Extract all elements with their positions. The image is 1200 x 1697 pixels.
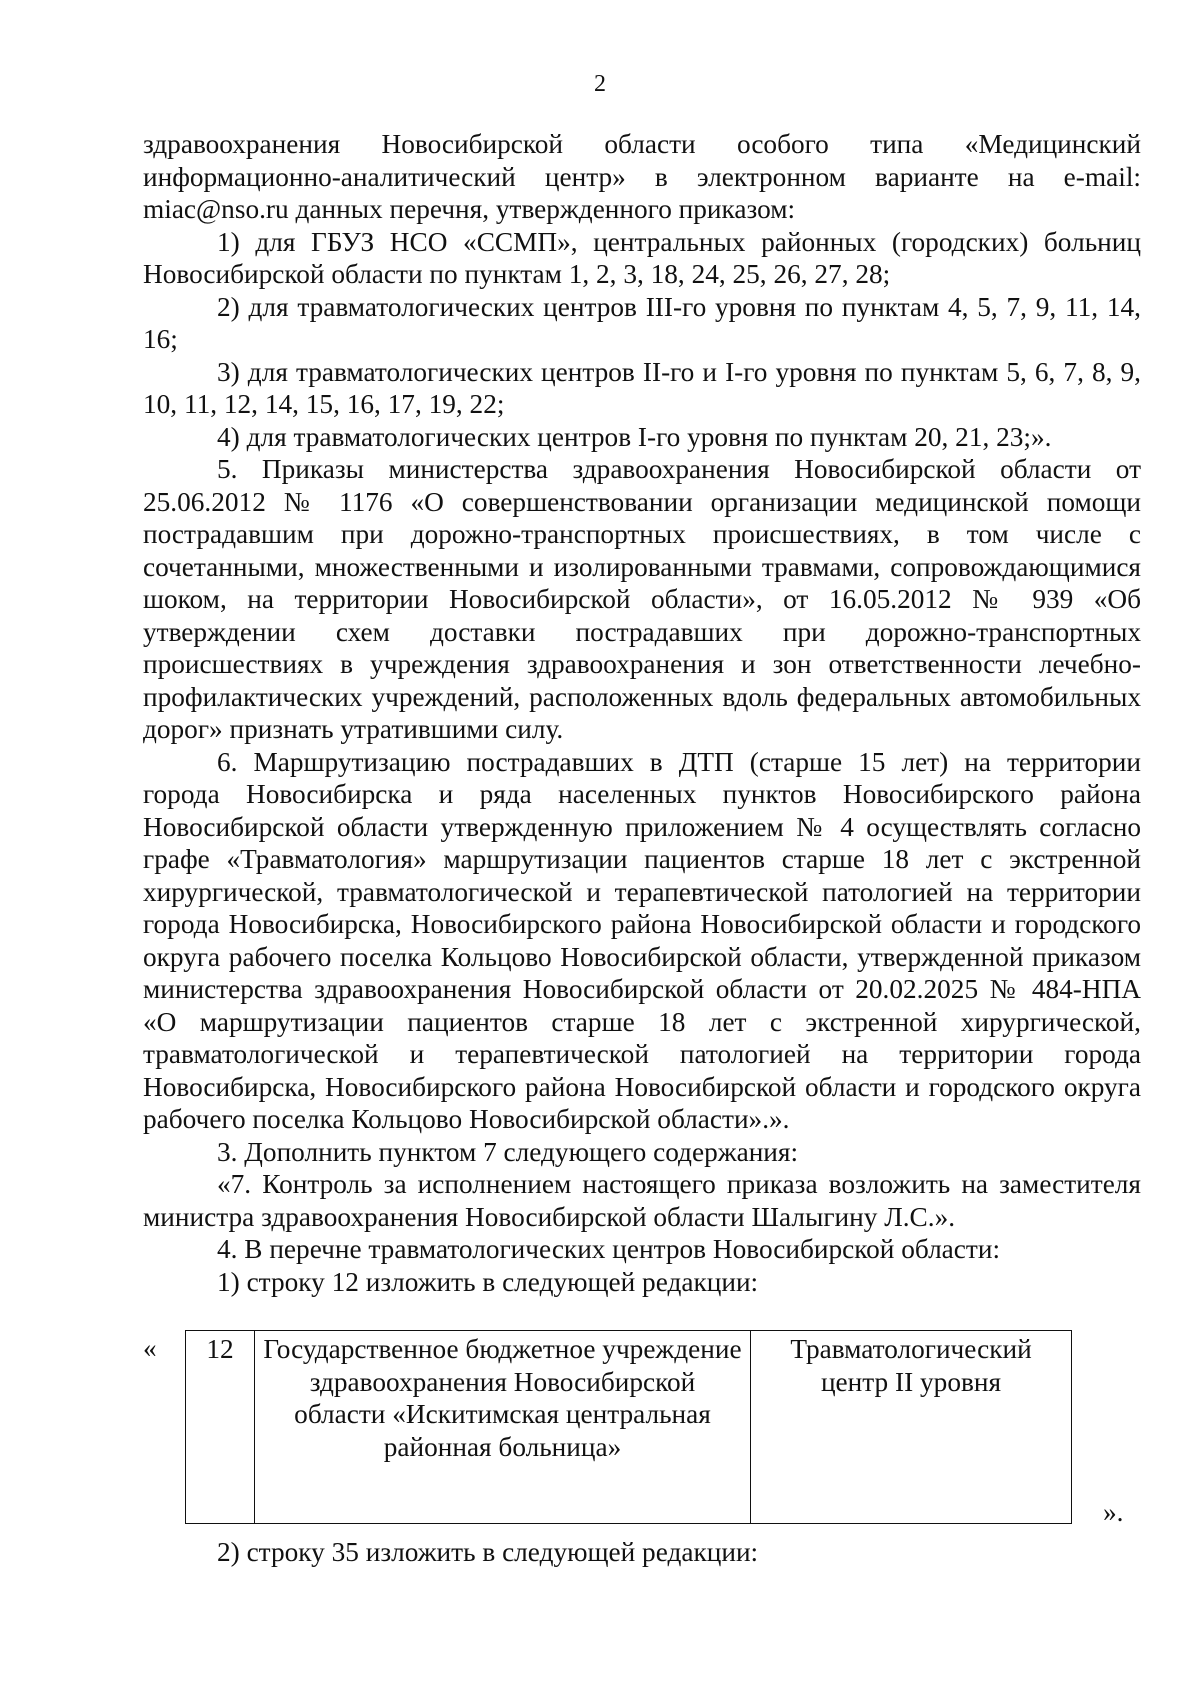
table-row: [186, 1331, 1072, 1524]
document-body: [143, 128, 1141, 1298]
paragraph-item-3: 3) для травматологических центров II-го и I-го уровня по пунктам 5, 6, 7, 8, 9, 10, 11, 12, 14, 15, 16, 17, 19, 22;: [143, 356, 1141, 419]
paragraph-row-35-intro: 2) строку 35 изложить в следующей редакции:: [217, 1537, 759, 1567]
paragraph-point-5: 5. Приказы министерства здравоохранения Новосибирской области от 25.06.2012 № 1176 «О совершенствовании организации медицинской помощи пострадавшим при дорожно-транспортных происшествиях, в том числе с сочетанными, множественными и изолированными травмами, сопровождающимися шоком, на территории Новосибирской области», от 16.05.2012 № 939 «Об утверждении схем доставки пострадавших при дорожно-транспортных происшествиях в учреждения здравоохранения и зон ответственности лечебно-профилактических учреждений, расположенных вдоль федеральных автомобильных дорог» признать утратившими силу.: [143, 454, 1141, 744]
paragraph-item-1: 1) для ГБУЗ НСО «ССМП», центральных районных (городских) больниц Новосибирской области по пунктам 1, 2, 3, 18, 24, 25, 26, 27, 28;: [143, 226, 1141, 289]
row-number-cell: 12: [186, 1331, 255, 1524]
paragraph-row-12-intro: 1) строку 12 изложить в следующей редакции:: [217, 1266, 759, 1297]
paragraph-item-2: 2) для травматологических центров III-го уровня по пунктам 4, 5, 7, 9, 11, 14, 16;: [143, 291, 1141, 354]
paragraph-point-7-quote: «7. Контроль за исполнением настоящего приказа возложить на заместителя министра здравоохранения Новосибирской области Шалыгину Л.С.».: [143, 1169, 1141, 1232]
table-row-12-block: [143, 1330, 1141, 1530]
paragraph-item-4: 4) для травматологических центров I-го уровня по пунктам 20, 21, 23;».: [217, 421, 1052, 452]
paragraph-amend-4: 4. В перечне травматологических центров Новосибирской области:: [217, 1234, 1001, 1264]
paragraph-intro: здравоохранения Новосибирской области особого типа «Медицинский информационно-аналитический центр» в электронном варианте на e-mail: miac@nso.ru данных перечня, утвержденного приказом:: [143, 129, 1141, 224]
institution-cell: Государственное бюджетное учреждение здравоохранения Новосибирской области «Искитимская центральная районная больница»: [255, 1331, 751, 1524]
paragraph-point-6: 6. Маршрутизацию пострадавших в ДТП (старше 15 лет) на территории города Новосибирска и ряда населенных пунктов Новосибирского района Новосибирской области утвержденную приложением № 4 осуществлять согласно графе «Травматология» маршрутизации пациентов старше 18 лет с экстренной хирургической, травматологической и терапевтической патологией на территории города Новосибирска, Новосибирского района Новосибирской области и городского округа рабочего поселка Кольцово Новосибирской области, утвержденной приказом министерства здравоохранения Новосибирской области от 20.02.2025 № 484-НПА «О маршрутизации пациентов старше 18 лет с экстренной хирургической, травматологической и терапевтической патологией на территории города Новосибирска, Новосибирского района Новосибирской области и городского округа рабочего поселка Кольцово Новосибирской области».».: [143, 746, 1141, 1134]
trauma-centers-table: [185, 1330, 1072, 1524]
close-quote: ».: [1103, 1497, 1124, 1527]
open-quote: «: [143, 1333, 157, 1363]
page-number: 2: [594, 71, 606, 97]
paragraph-amend-3: 3. Дополнить пунктом 7 следующего содержания:: [217, 1136, 799, 1167]
center-level-cell: Травматологический центр II уровня: [751, 1331, 1072, 1524]
